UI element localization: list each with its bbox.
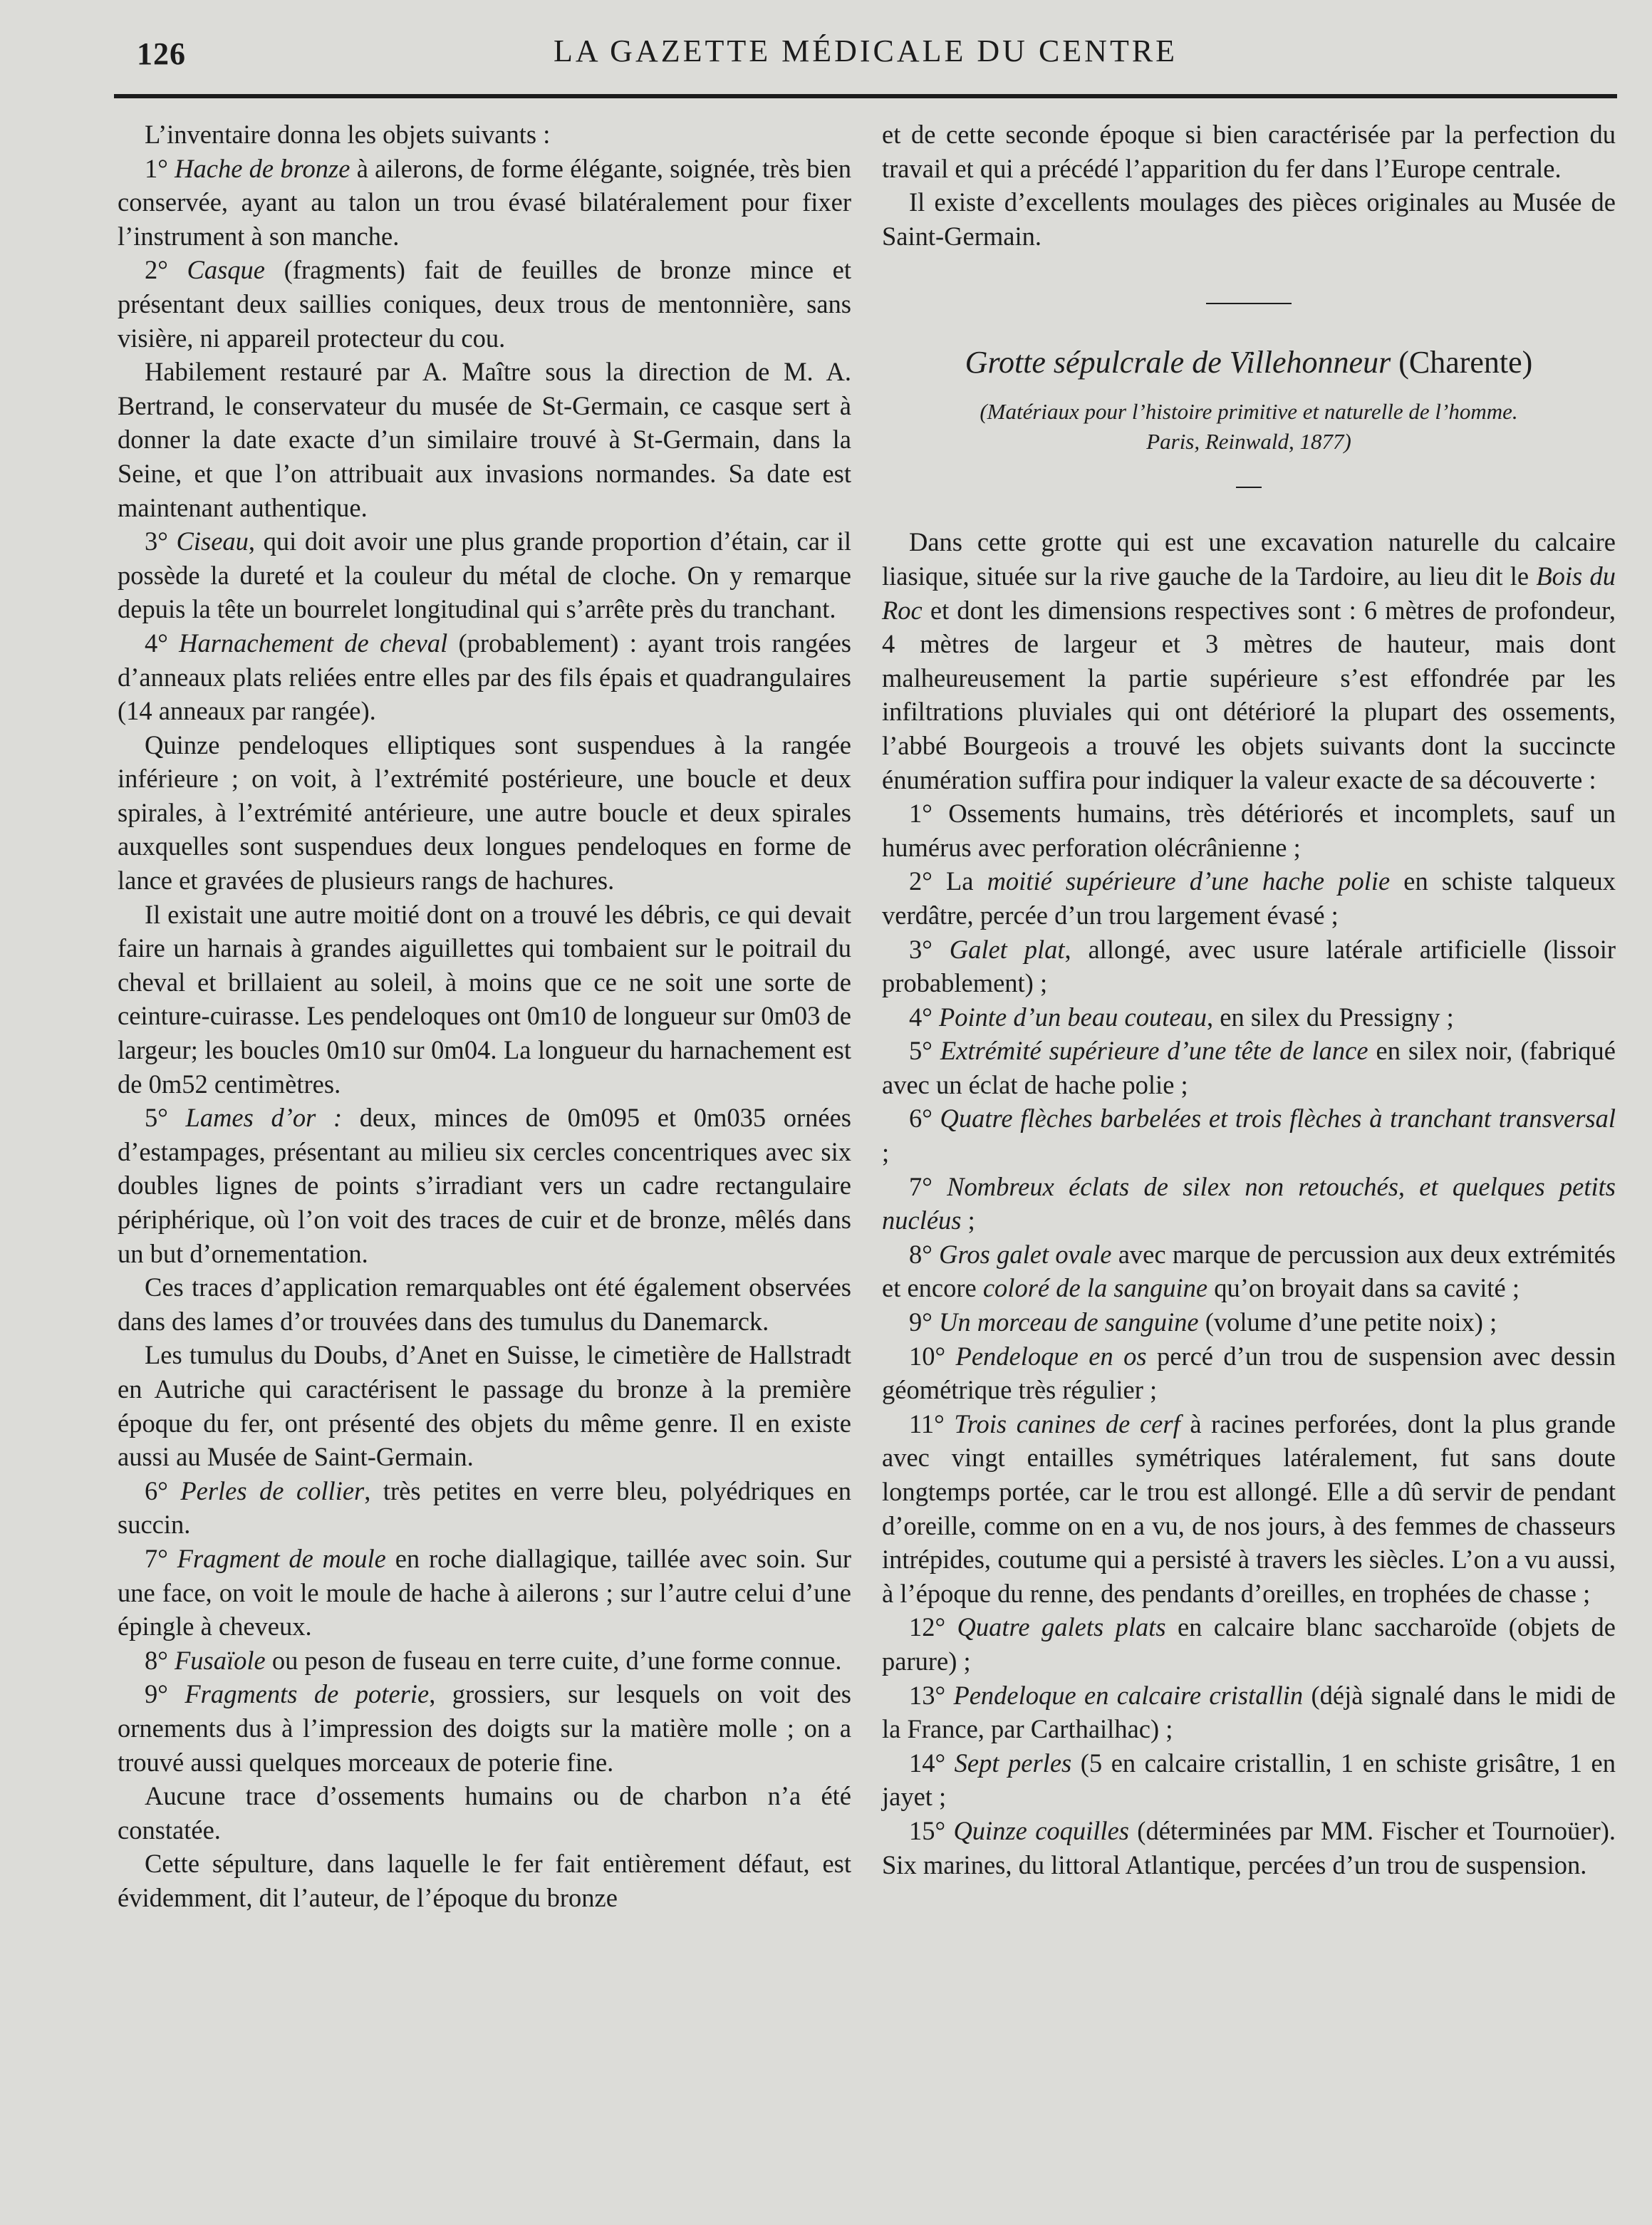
section-separator <box>1206 303 1292 304</box>
find-4: 4° Pointe d’un beau couteau, en silex du Pressigny ; <box>909 1002 1454 1032</box>
journal-title: LA GAZETTE MÉDICALE DU CENTRE <box>553 33 1178 68</box>
find-3: 3° Galet plat, allongé, avec usure latérale artificielle (lissoir probablement) ; <box>882 934 1616 998</box>
paragraph-aucune-trace: Aucune trace d’ossements humains ou de charbon n’a été constatée. <box>118 1781 851 1845</box>
find-1: 1° Ossements humains, très détériorés et incomplets, sauf un humérus avec perforation olécrânienne ; <box>882 799 1616 862</box>
page-number: 126 <box>137 36 186 71</box>
find-12: 12° Quatre galets plats en calcaire blanc saccharoïde (objets de parure) ; <box>882 1612 1616 1676</box>
item-2: 2° Casque (fragments) fait de feuilles de bronze mince et présentant deux saillies coniques, deux trous de mentonnière, sans visière, ni appareil protecteur du cou. <box>118 255 851 353</box>
left-column <box>118 118 851 1914</box>
running-header <box>114 28 1617 78</box>
find-6: 6° Quatre flèches barbelées et trois flèches à tranchant transversal ; <box>882 1104 1616 1168</box>
source-citation-line-2: Paris, Reinwald, 1877) <box>1146 429 1351 455</box>
find-2: 2° La moitié supérieure d’une hache polie en schiste talqueux verdâtre, percée d’un trou largement évasé ; <box>882 866 1616 930</box>
source-citation-line-1: (Matériaux pour l’histoire primitive et naturelle de l’homme. <box>980 399 1518 425</box>
find-9: 9° Un morceau de sanguine (volume d’une petite noix) ; <box>909 1307 1497 1337</box>
item-1: 1° Hache de bronze à ailerons, de forme élégante, soignée, très bien conservée, ayant au talon un trou évasé bilatéralement pour fixer l’instrument à son manche. <box>118 153 852 251</box>
find-7: 7° Nombreux éclats de silex non retouchés, et quelques petits nucléus ; <box>882 1171 1616 1235</box>
find-15: 15° Quinze coquilles (déterminées par MM. Fischer et Tournoüer). Six marines, du littoral Atlantique, percées d’un trou de suspension. <box>882 1815 1616 1879</box>
short-dash <box>1236 487 1262 488</box>
item-3: 3° Ciseau, qui doit avoir une plus grande proportion d’étain, car il possède la dureté et la couleur du métal de cloche. On y remarque depuis la tête un bourrelet longitudinal qui s’arrête près du tranchant. <box>118 527 851 624</box>
paragraph-pendeloques: Quinze pendeloques elliptiques sont suspendues à la rangée inférieure ; on voit, à l’extrémité postérieure, une boucle et deux spirales, à l’extrémité antérieure, une autre boucle et deux spirales auxquelles sont suspendues deux longues pendeloques en forme de lance et gravées de plusieurs rangs de hachures. <box>118 730 851 896</box>
item-6: 6° Perles de collier, très petites en verre bleu, polyédriques en succin. <box>118 1475 851 1540</box>
find-13: 13° Pendeloque en calcaire cristallin (déjà signalé dans le midi de la France, par Carthailhac) ; <box>882 1680 1616 1744</box>
item-4: 4° Harnachement de cheval (probablement) : ayant trois rangées d’anneaux plats reliées entre elles par des fils épais et quadrangulaires (14 anneaux par rangée). <box>118 628 851 726</box>
paragraph-moulages: Il existe d’excellents moulages des pièces originales au Musée de Saint-Germain. <box>882 187 1616 251</box>
paragraph-continuation: et de cette seconde époque si bien caractérisée par la perfection du travail et qui a précédé l’apparition du fer dans l’Europe centrale. <box>882 120 1616 183</box>
paragraph-tumulus: Les tumulus du Doubs, d’Anet en Suisse, le cimetière de Hallstradt en Autriche qui caractérisent le passage du bronze à la première époque du fer, ont présenté des objets du même genre. Il en existe aussi au Musée de Saint-Germain. <box>118 1340 851 1472</box>
find-8: 8° Gros galet ovale avec marque de percussion aux deux extrémités et encore coloré de la sanguine qu’on broyait dans sa cavité ; <box>882 1239 1616 1303</box>
item-5: 5° Lames d’or : deux, minces de 0m095 et 0m035 ornées d’estampages, présentant au milieu six cercles concentriques avec six doubles lignes de points s’irradiant vers un cadre rectangulaire périphérique, où l’on voit des traces de cuir et de bronze, mêlés dans un but d’ornementation. <box>118 1103 852 1268</box>
item-7: 7° Fragment de moule en roche diallagique, taillée avec soin. Sur une face, on voit le moule de hache à ailerons ; sur l’autre celui d’une épingle à cheveux. <box>118 1543 851 1641</box>
paragraph-traces: Ces traces d’application remarquables ont été également observées dans des lames d’or trouvées dans des tumulus du Danemarck. <box>118 1272 851 1336</box>
right-column <box>882 118 1616 1882</box>
item-9: 9° Fragments de poterie, grossiers, sur lesquels on voit des ornements dus à l’impression des doigts sur la matière molle ; on a trouvé aussi quelques morceaux de poterie fine. <box>118 1679 852 1777</box>
header-rule <box>114 94 1617 98</box>
find-11: 11° Trois canines de cerf à racines perforées, dont la plus grande avec vingt entailles symétriques latéralement, fut sans doute longtemps portée, car le trou est allongé. Elle a dû servir de pendant d’oreille, comme on en a vu, de nos jours, à des femmes de chasseurs intrépides, coutume qui a persisté à travers les siècles. L’on a vu aussi, à l’époque du renne, des pendants d’oreilles, en trophées de chasse ; <box>882 1409 1616 1608</box>
item-8: 8° Fusaïole ou peson de fuseau en terre cuite, d’une forme connue. <box>145 1645 842 1675</box>
paragraph-grotte: Dans cette grotte qui est une excavation naturelle du calcaire liasique, située sur la rive gauche de la Tardoire, au lieu dit le Bois du Roc et dont les dimensions respectives sont : 6 mètres de profondeur, 4 mètres de largeur et 3 mètres de hauteur, mais dont malheureusement la partie supérieure s’est effondrée par les infiltrations pluviales qui ont détérioré la plupart des ossements, l’abbé Bourgeois a trouvé les objets suivants dont la succincte énumération suffira pour indiquer la valeur exacte de sa découverte : <box>882 527 1616 794</box>
paragraph-restauration: Habilement restauré par A. Maître sous la direction de M. A. Bertrand, le conservateur du musée de St-Germain, ce casque sert à donner la date exacte d’un similaire trouvé à St-Germain, dans la Seine, et que l’on attribuait aux invasions normandes. Sa date est maintenant authentique. <box>118 357 851 522</box>
paragraph-sepulture: Cette sépulture, dans laquelle le fer fait entièrement défaut, est évidemment, dit l’auteur, de l’époque du bronze <box>118 1849 851 1912</box>
find-10: 10° Pendeloque en os percé d’un trou de suspension avec dessin géométrique très régulier ; <box>882 1341 1616 1405</box>
find-5: 5° Extrémité supérieure d’une tête de lance en silex noir, (fabriqué avec un éclat de hache polie ; <box>882 1036 1616 1099</box>
inventory-intro: L’inventaire donna les objets suivants : <box>145 120 551 149</box>
section-heading: Grotte sépulcrale de Villehonneur (Charente) <box>965 345 1533 380</box>
find-14: 14° Sept perles (5 en calcaire cristallin, 1 en schiste grisâtre, 1 en jayet ; <box>882 1748 1616 1812</box>
paragraph-harnais: Il existait une autre moitié dont on a trouvé les débris, ce qui devait faire un harnais à grandes aiguillettes qui tombaient sur le poitrail du cheval et brillaient au soleil, à moins que ce ne soit une sorte de ceinture-cuirasse. Les pendeloques ont 0m10 de longueur sur 0m03 de largeur; les boucles 0m10 sur 0m04. La longueur du harnachement est de 0m52 centimètres. <box>118 899 851 1099</box>
